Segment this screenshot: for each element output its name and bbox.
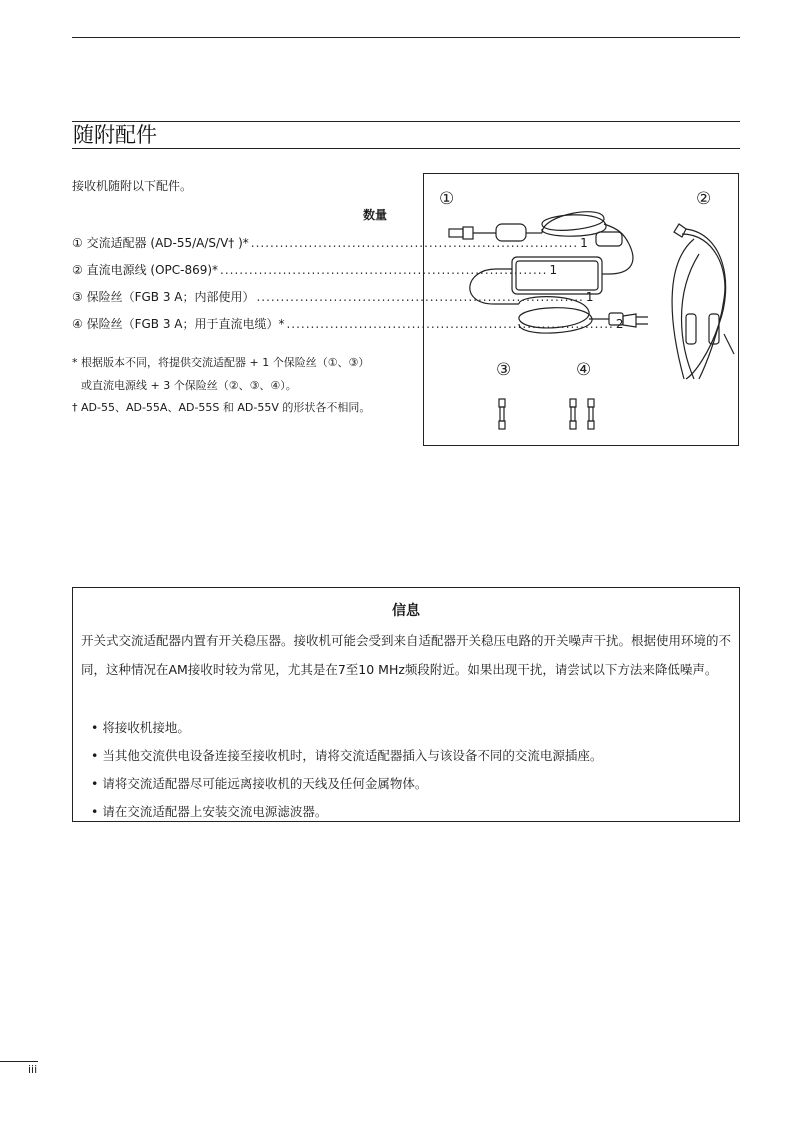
fuse-pair-drawing (570, 399, 594, 429)
leader-dots: .................................................................... (250, 236, 579, 250)
note-dagger: † AD-55、AD-55A、AD-55S 和 AD-55V 的形状各不相同。 (72, 401, 371, 414)
accessory-item (72, 289, 594, 305)
dc-cable-drawing (672, 224, 734, 379)
leader-dots: .................................................................... (220, 263, 548, 277)
info-bullet: • 请将交流适配器尽可能远离接收机的天线及任何金属物体。 (91, 776, 428, 791)
figure-label-4: ④ (576, 360, 592, 380)
accessory-label: ③ 保险丝（FGB 3 A；内部使用） (72, 290, 255, 304)
accessory-item (72, 316, 624, 332)
info-bullet: • 请在交流适配器上安装交流电源滤波器。 (91, 804, 328, 819)
accessory-qty: 1 (585, 290, 594, 304)
title-rule-top (72, 121, 740, 122)
info-bullet: • 当其他交流供电设备连接至接收机时，请将交流适配器插入与该设备不同的交流电源插座。 (91, 748, 603, 763)
accessory-qty: 1 (580, 236, 588, 250)
figure-label-1: ① (439, 189, 455, 209)
accessory-label: ④ 保险丝（FGB 3 A；用于直流电缆）* (72, 317, 285, 331)
footer-rule (0, 1061, 38, 1062)
accessory-qty: 1 (549, 263, 558, 277)
figure-label-2: ② (696, 189, 712, 209)
title-rule-bottom (72, 148, 740, 149)
info-title: 信息 (392, 603, 420, 619)
info-bullet: • 将接收机接地。 (91, 720, 190, 735)
leader-dots: .................................................................... (286, 317, 614, 331)
accessory-qty: 2 (615, 317, 624, 331)
info-paragraph: 开关式交流适配器内置有开关稳压器。接收机可能会受到来自适配器开关稳压电路的开关噪声干扰。根据使用环境的不同，这种情况在AM接收时较为常见，尤其是在7至10 MHz频段附近。如果出现干扰，请尝试以下方法来降低噪声。 (81, 633, 732, 677)
ac-adapter-drawing (449, 212, 648, 333)
quantity-header: 数量 (363, 208, 388, 222)
note-asterisk-line1: * 根据版本不同，将提供交流适配器 + 1 个保险丝（①、③） (72, 356, 370, 369)
accessory-item (72, 262, 558, 278)
accessory-label: ② 直流电源线 (OPC-869)* (72, 263, 219, 277)
fuse-drawing (499, 399, 505, 429)
accessories-figure (423, 173, 739, 446)
note-asterisk-line2: 或直流电源线 + 3 个保险丝（②、③、④）。 (81, 379, 297, 392)
leader-dots: .................................................................... (256, 290, 584, 304)
intro-text: 接收机随附以下配件。 (72, 179, 193, 193)
info-box (72, 587, 740, 822)
header-rule (72, 37, 740, 38)
page-number: iii (28, 1063, 38, 1076)
accessories-illustration (424, 174, 738, 445)
accessory-label: ① 交流适配器 (AD-55/A/S/V† )* (72, 236, 249, 250)
accessory-item (72, 235, 588, 251)
section-title: 随附配件 (73, 123, 157, 147)
figure-label-3: ③ (496, 360, 512, 380)
